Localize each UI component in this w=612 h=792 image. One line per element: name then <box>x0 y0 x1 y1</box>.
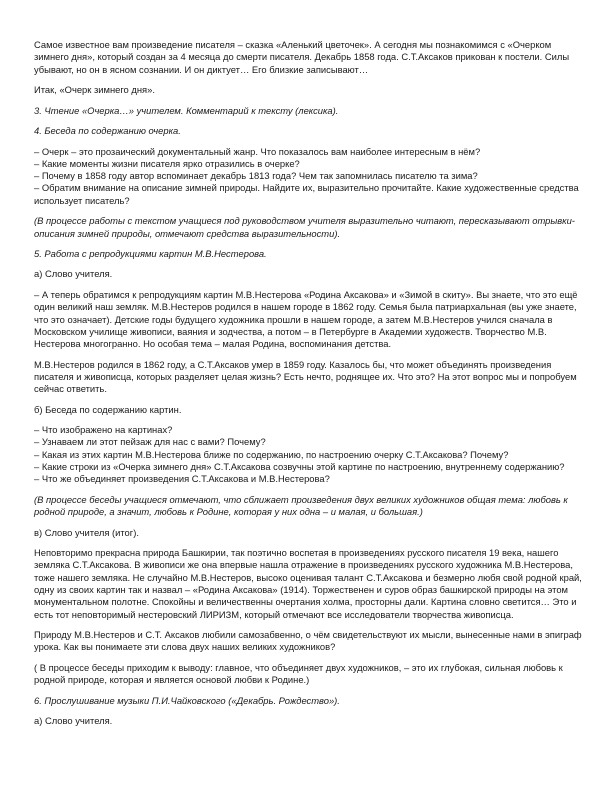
nesterov-aksakov-paragraph: М.В.Нестеров родился в 1862 году, а С.Т.Аксаков умер в 1859 году. Казалось бы, что может объединять произведения писателя и живописца, которых разделяет целая жизнь? Есть нечто, роднящее их. Что это? На этот вопрос мы и попробуем сейчас ответить. <box>34 358 577 395</box>
paintings-talk-heading: б) Беседа по содержанию картин. <box>34 403 182 415</box>
essay-title-line: Итак, «Очерк зимнего дня». <box>34 84 155 96</box>
paintings-talk-note: (В процессе беседы учащиеся отмечают, что сближает произведения двух великих художников общая тема: любовь к родной природе, а значит, любовь к Родине, которая у них одна – и малая, и большая.) <box>34 493 568 518</box>
bashkiria-paragraph: Неповторимо прекрасна природа Башкирии, так поэтично воспетая в произведениях русского писателя 19 века, нашего земляка С.Т.Аксакова. В живописи же она впервые нашла отражение в произведениях русского художника М.В.Нестерова, тоже нашего земляка. Не случайно М.В.Нестеров, высоко оценивая талант С.Т.Аксакова и безмерно любя свой родной край, одну из своих картин так и назвал – «Родина Аксакова» (1914). Торжественен и суров образ башкирской природы на этом монументальном полотне. Спокойны и величественны очертания холма, просторны дали. Картина словно светится… Это и есть тот неповторимый нестеровский ЛИРИЗМ, который отмечают все исследователи творчества живописца. <box>34 547 582 620</box>
intro-paragraph: Самое известное вам произведение писателя – сказка «Аленький цветочек». А сегодня мы познакомимся с «Очерком зимнего дня», который создан за 4 месяца до смерти писателя. Декабрь 1858 года. С.Т.Аксаков прикован к постели. Силы убывают, но он в ясном сознании. И он диктует… Его близкие записывают… <box>34 39 570 75</box>
section-4-heading: 4. Беседа по содержанию очерка. <box>34 125 181 137</box>
paintings-questions: – Что изображено на картинах? – Узнаваем ли этот пейзаж для нас с вами? Почему? – Какая из этих картин М.В.Нестерова ближе по содержанию, по настроению очерку С.Т.Аксакова? Почему? – Какие строки из «Очерка зимнего дня» С.Т.Аксакова созвучны этой картине по настроению, внутреннему содержанию? – Что же объединяет произведения С.Т.Аксакова и М.В.Нестерова? <box>34 424 565 485</box>
document-page <box>34 39 582 736</box>
essay-work-note: (В процессе работы с текстом учащиеся под руководством учителя выразительно читают, пересказывают отрывки-описания зимней природы, отмечают средства выразительности). <box>34 215 575 239</box>
nesterov-intro-paragraph: – А теперь обратимся к репродукциям картин М.В.Нестерова «Родина Аксакова» и «Зимой в скиту». Вы знаете, что это ещё один великий наш земляк. М.В.Нестеров родился в нашем городе в 1862 году. Семья была патриархальная (вы уже знаете, что это означает). Детские годы будущего художника прошли в нашем городе, а затем М.В.Нестеров учился сначала в Московском училище живописи, ваяния и зодчества, а потом – в Петербурге в Академии художеств. Творчество М.В. Нестерова многогранно. Но особая тема – малая Родина, воспоминания детства. <box>34 288 578 350</box>
section-5-heading: 5. Работа с репродукциями картин М.В.Нестерова. <box>34 247 267 259</box>
teacher-word-heading: а) Слово учителя. <box>34 268 113 280</box>
essay-questions: – Очерк – это прозаический документальный жанр. Что показалось вам наиболее интересным в нём? – Какие моменты жизни писателя ярко отразились в очерке? – Почему в 1858 году автор вспоминает декабрь 1813 года? Чем так запомнилась писателю та зима? – Обратим внимание на описание зимней природы. Найдите их, выразительно прочитайте. Какие художественные средства использует писатель? <box>34 145 579 206</box>
summary-heading: в) Слово учителя (итог). <box>34 526 139 538</box>
teacher-word-heading-2: а) Слово учителя. <box>34 715 113 727</box>
section-3-heading: 3. Чтение «Очерка…» учителем. Комментарий к тексту (лексика). <box>34 104 339 116</box>
conclusion-note: ( В процессе беседы приходим к выводу: главное, что объединяет двух художников, – это их глубокая, сильная любовь к родной природе, которая и является основой любви к Родине.) <box>34 661 563 686</box>
section-6-heading: 6. Прослушивание музыки П.И.Чайковского («Декабрь. Рождество»). <box>34 694 340 706</box>
epigraph-paragraph: Природу М.В.Нестеров и С.Т. Аксаков любили самозабвенно, о чём свидетельствуют их мысли, вынесенные нами в эпиграф урока. Как вы понимаете эти слова двух наших великих художников? <box>34 629 582 653</box>
